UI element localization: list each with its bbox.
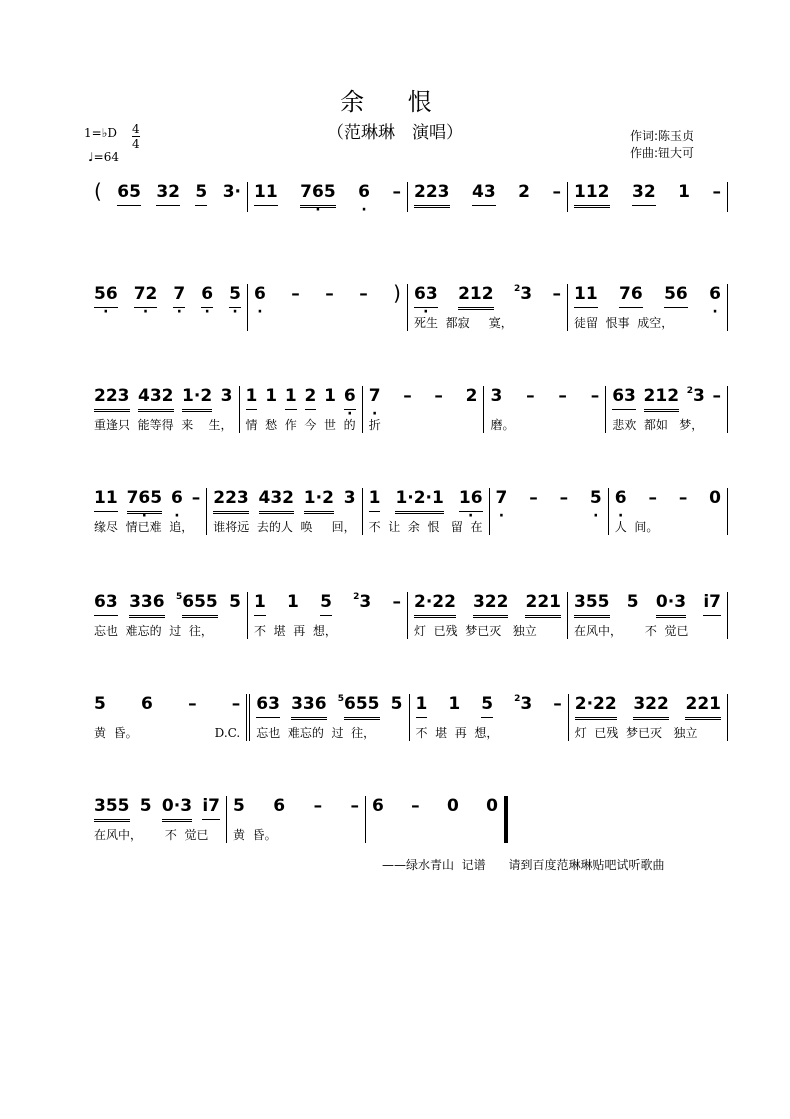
lyric: 谁将远 去的人 唤 回， xyxy=(213,520,356,534)
note-group: 1·2 xyxy=(182,386,212,412)
note-group: – xyxy=(231,694,241,714)
grace-note: 5 xyxy=(337,694,344,704)
lyric: 忘也 难忘的 过 往， xyxy=(256,726,376,740)
measure xyxy=(568,284,728,331)
note-group: 3· xyxy=(222,182,241,202)
note-group: 0 xyxy=(486,796,498,816)
note-group: 221 xyxy=(525,592,561,618)
note-group: – xyxy=(712,182,721,202)
note-group: 212 xyxy=(458,284,494,310)
lyric: 灯 已残 梦已灭 独立 xyxy=(574,726,698,740)
note-group: 6 xyxy=(141,694,153,714)
notes xyxy=(94,694,240,728)
notes xyxy=(254,281,401,318)
note-group: 63 xyxy=(256,694,280,718)
measure xyxy=(240,386,363,433)
note-group: 72 · xyxy=(134,284,158,308)
note-group: 6 xyxy=(273,796,286,816)
note-group: 0 xyxy=(709,488,721,508)
grace-note: 2 xyxy=(514,694,521,704)
notes xyxy=(369,488,483,522)
measure xyxy=(88,592,248,639)
note-group: 3 xyxy=(692,386,705,406)
notes xyxy=(615,488,721,522)
note-group: – xyxy=(191,488,201,508)
note-group: 16 · xyxy=(459,488,483,512)
measure xyxy=(88,796,227,843)
measure xyxy=(248,281,408,331)
measure xyxy=(490,488,609,535)
measure xyxy=(569,694,728,741)
score-line xyxy=(88,796,508,843)
measure xyxy=(606,386,728,433)
note-group: – xyxy=(313,796,323,816)
score-line xyxy=(88,488,728,535)
note-group: 65 xyxy=(117,182,141,206)
grace-wrapper xyxy=(687,386,705,409)
repeat-parenthesis: ( xyxy=(94,179,102,203)
repeat-parenthesis: ) xyxy=(393,281,401,305)
lyric: 灯 已残 梦已灭 独立 xyxy=(414,624,537,638)
notes xyxy=(574,284,721,318)
note-group: 1 xyxy=(265,386,278,406)
note-group: 336 xyxy=(291,694,327,720)
measure xyxy=(88,694,250,741)
lyricist: 作词:陈玉贞 xyxy=(630,129,695,143)
credits xyxy=(630,128,694,162)
note-group: 6 · xyxy=(254,284,266,307)
note-group: 2 xyxy=(305,386,317,410)
note-group: 322 xyxy=(473,592,509,618)
note-group: 212 xyxy=(644,386,680,412)
note-group: 5 xyxy=(233,796,245,816)
lyric: 折 xyxy=(368,418,381,432)
note-group: 43 xyxy=(472,182,496,206)
note-group: – xyxy=(526,386,535,406)
note-group: 6 · xyxy=(171,488,183,511)
note-group: 5 xyxy=(390,694,403,714)
grace-wrapper xyxy=(353,592,371,615)
note-group: 432 xyxy=(259,488,295,514)
score-line xyxy=(88,386,728,433)
note-group: – xyxy=(558,386,567,406)
lyric: 不 堪 再 想， xyxy=(415,726,499,740)
grace-note: 2 xyxy=(686,386,693,396)
note-group: 655 xyxy=(344,694,380,720)
note-group: – xyxy=(392,592,401,612)
note-group: 2·22 xyxy=(414,592,456,618)
note-group: 1 xyxy=(246,386,258,410)
key-signature: 1=♭D xyxy=(84,126,117,140)
time-numerator: 4 xyxy=(132,122,140,136)
note-group: 1 xyxy=(678,182,690,202)
note-group: 7 · xyxy=(496,488,508,511)
lyric: 在风中， 不 觉已 xyxy=(94,828,209,842)
time-denominator: 4 xyxy=(132,137,140,151)
note-group: 5 xyxy=(94,694,106,714)
note-group: 1 xyxy=(324,386,336,406)
notes xyxy=(414,284,561,318)
note-group: 56 · xyxy=(94,284,118,308)
note-group: – xyxy=(350,796,359,816)
notes xyxy=(414,182,561,216)
lyric: 磨。 xyxy=(490,418,515,432)
lyric: 缘尽 情已难 追， xyxy=(94,520,194,534)
score-line xyxy=(88,592,728,639)
note-group: 11 xyxy=(94,488,118,512)
note-group: 2 xyxy=(465,386,478,406)
note-group: 765 · xyxy=(300,182,336,208)
lyric: 死生 都寂 寞， xyxy=(414,316,513,330)
footer-note: ——绿水青山 记谱 请到百度范琳琳贴吧试听歌曲 xyxy=(382,858,665,872)
measure xyxy=(408,182,568,212)
measure xyxy=(88,488,207,535)
notes xyxy=(233,796,359,830)
note-group: – xyxy=(678,488,688,508)
note-group: 63 xyxy=(612,386,636,410)
measure xyxy=(408,592,568,639)
notes xyxy=(256,694,402,728)
note-group: – xyxy=(291,284,300,304)
grace-wrapper xyxy=(514,694,532,717)
lyric: 黄 昏。 xyxy=(233,828,277,842)
note-group: 5 xyxy=(626,592,639,612)
notes xyxy=(246,386,356,420)
note-group: 11 xyxy=(254,182,278,206)
grace-note: 2 xyxy=(513,284,521,294)
notes xyxy=(213,488,355,522)
note-group: 6 · xyxy=(709,284,721,307)
note-group: 336 xyxy=(129,592,165,618)
notes xyxy=(94,488,200,522)
note-group: 0·3 xyxy=(162,796,192,822)
note-group: 7 · xyxy=(173,284,185,308)
note-group: 765 · xyxy=(127,488,163,514)
grace-note: 2 xyxy=(353,592,360,602)
grace-note: 5 xyxy=(175,592,183,602)
lyric: 不 让 余 恨 留 在 xyxy=(368,520,483,534)
note-group: 3 xyxy=(520,694,533,714)
note-group: 7 · xyxy=(369,386,381,409)
notes xyxy=(94,179,241,216)
lyric: 在风中， 不 觉已 xyxy=(574,624,689,638)
note-group: 32 xyxy=(632,182,656,206)
note-group: – xyxy=(403,386,412,406)
note-group: 223 xyxy=(213,488,249,514)
note-group: 6 · xyxy=(615,488,627,511)
lyric: 重逢只 能等得 来 生， xyxy=(94,418,233,432)
lyric: 人 间。 xyxy=(614,520,659,534)
measure xyxy=(227,796,366,843)
note-group: – xyxy=(712,386,721,406)
tempo-marking: ♩=64 xyxy=(88,150,119,164)
note-group: i7 xyxy=(202,796,220,820)
note-group: 3 xyxy=(520,284,533,304)
notes xyxy=(369,386,478,420)
note-group: – xyxy=(529,488,538,508)
note-group: 1·2 xyxy=(304,488,334,514)
note-group: 11 xyxy=(574,284,598,308)
note-group: – xyxy=(552,284,561,304)
grace-wrapper xyxy=(176,592,218,618)
note-group: 5 xyxy=(229,592,241,612)
lyric: 忘也 难忘的 过 往， xyxy=(94,624,213,638)
measure xyxy=(88,179,248,212)
note-group: – xyxy=(434,386,443,406)
notes xyxy=(575,694,721,728)
note-group: 5 xyxy=(481,694,493,718)
note-group: 5 · xyxy=(590,488,602,511)
note-group: 6 · xyxy=(344,386,356,410)
notes xyxy=(94,796,220,830)
time-signature xyxy=(132,122,140,151)
measure xyxy=(207,488,362,535)
note-group: – xyxy=(648,488,657,508)
note-group: – xyxy=(590,386,600,406)
notes xyxy=(490,386,599,420)
note-group: – xyxy=(325,284,334,304)
notes xyxy=(94,386,233,420)
measure xyxy=(410,694,569,741)
lyric: 不 堪 再 想， xyxy=(254,624,337,638)
score-line xyxy=(88,281,728,331)
lyric: 悲欢 都如 梦， xyxy=(612,418,704,432)
measure xyxy=(484,386,606,433)
note-group: 655 xyxy=(182,592,218,618)
note-group: 1 xyxy=(254,592,266,616)
measure xyxy=(248,592,408,639)
note-group: 112 xyxy=(574,182,610,208)
note-group: 5 · xyxy=(229,284,241,308)
lyric: 黄 昏。 xyxy=(94,726,138,740)
note-group: 2·22 xyxy=(575,694,617,720)
note-group: 5 xyxy=(320,592,332,616)
note-group: 355 xyxy=(574,592,610,618)
da-capo-marking: D.C. xyxy=(214,726,241,740)
note-group: 3 xyxy=(220,386,233,406)
note-group: 1 xyxy=(285,386,297,410)
notes xyxy=(416,694,562,728)
note-group: – xyxy=(559,488,569,508)
note-group: 3 xyxy=(343,488,356,508)
singer-credit: （范琳琳 演唱） xyxy=(327,123,463,143)
note-group: 32 xyxy=(156,182,180,206)
note-group: 6 · xyxy=(201,284,213,308)
note-group: 1 xyxy=(287,592,299,612)
note-group: 5 xyxy=(195,182,207,206)
measure xyxy=(366,796,508,843)
notes xyxy=(414,592,561,626)
measure xyxy=(363,488,490,535)
composer: 作曲:钮大可 xyxy=(630,146,695,160)
measure xyxy=(88,386,240,433)
note-group: – xyxy=(552,182,561,202)
measure xyxy=(363,386,485,433)
note-group: 1 xyxy=(416,694,428,718)
note-group: i7 xyxy=(703,592,721,616)
note-group: 223 xyxy=(414,182,450,208)
lyric: 情 愁 作 今 世 的 xyxy=(245,418,356,432)
note-group: 56 xyxy=(664,284,688,308)
notes xyxy=(496,488,602,522)
note-group: – xyxy=(392,182,401,202)
grace-wrapper xyxy=(338,694,380,720)
score-line xyxy=(88,179,728,212)
measure xyxy=(250,694,409,741)
note-group: – xyxy=(359,284,368,304)
note-group: 6 xyxy=(372,796,384,816)
notes xyxy=(94,592,241,626)
note-group: – xyxy=(553,694,562,714)
note-group: 63 · xyxy=(414,284,438,308)
measure xyxy=(568,592,728,639)
measure xyxy=(408,284,568,331)
lyric: 徒留 恨事 成空， xyxy=(574,316,674,330)
note-group: 2 xyxy=(518,182,530,202)
notes xyxy=(372,796,498,830)
notes xyxy=(612,386,721,420)
measure xyxy=(568,182,728,212)
song-title: 余 恨 xyxy=(340,88,450,116)
note-group: 1·2·1 xyxy=(395,488,443,514)
note-group: – xyxy=(411,796,420,816)
notes xyxy=(574,182,721,216)
notes xyxy=(94,284,241,318)
measure xyxy=(248,182,408,212)
note-group: 5 xyxy=(139,796,152,816)
note-group: 223 xyxy=(94,386,130,412)
note-group: 76 xyxy=(619,284,643,308)
note-group: – xyxy=(188,694,197,714)
note-group: 1 xyxy=(369,488,381,512)
notes xyxy=(254,182,401,216)
note-group: 355 xyxy=(94,796,130,822)
score-line xyxy=(88,694,728,741)
grace-wrapper xyxy=(514,284,532,307)
note-group: 0 xyxy=(446,796,459,816)
measure xyxy=(609,488,728,535)
note-group: 432 xyxy=(138,386,174,412)
note-group: 63 xyxy=(94,592,118,616)
note-group: 3 xyxy=(359,592,372,612)
note-group: 0·3 xyxy=(656,592,686,618)
notes xyxy=(254,592,401,626)
note-group: 221 xyxy=(685,694,721,720)
notes xyxy=(574,592,721,626)
note-group: 3 xyxy=(490,386,503,406)
note-group: 322 xyxy=(633,694,669,720)
note-group: 6 · xyxy=(358,182,370,205)
measure xyxy=(88,284,248,331)
note-group: 1 xyxy=(448,694,461,714)
